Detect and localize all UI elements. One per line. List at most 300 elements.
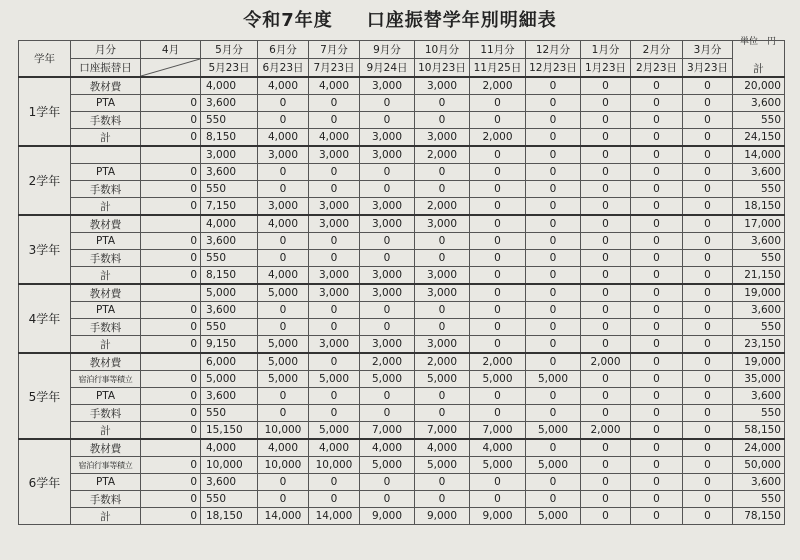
- amount-cell: 0: [526, 164, 581, 181]
- month-label-header: 月分: [71, 41, 141, 59]
- item-cell: PTA: [71, 302, 141, 319]
- amount-cell: 3,600: [201, 388, 258, 405]
- amount-cell: 0: [141, 302, 201, 319]
- date-header: 1月23日: [581, 59, 631, 78]
- amount-cell: 0: [683, 439, 733, 457]
- amount-cell: 0: [141, 474, 201, 491]
- amount-cell: 5,000: [258, 284, 309, 302]
- amount-cell: 0: [631, 302, 683, 319]
- amount-cell: 0: [683, 319, 733, 336]
- amount-cell: 5,000: [201, 284, 258, 302]
- amount-cell: 0: [141, 491, 201, 508]
- amount-cell: 0: [258, 319, 309, 336]
- amount-cell: 0: [470, 250, 526, 267]
- amount-cell: 0: [581, 457, 631, 474]
- item-cell: PTA: [71, 95, 141, 112]
- amount-cell: 4,000: [258, 267, 309, 285]
- amount-cell: 0: [631, 457, 683, 474]
- amount-cell: 0: [470, 388, 526, 405]
- amount-cell: 3,600: [201, 233, 258, 250]
- amount-cell: 0: [141, 422, 201, 440]
- amount-cell: 3,000: [360, 129, 415, 147]
- table-row: [19, 250, 785, 267]
- amount-cell: 0: [581, 129, 631, 147]
- amount-cell: 3,000: [258, 198, 309, 216]
- table-row: [19, 77, 785, 95]
- row-total-cell: 3,600: [733, 388, 785, 405]
- table-row: [19, 319, 785, 336]
- amount-cell: 0: [683, 112, 733, 129]
- amount-cell: 7,000: [470, 422, 526, 440]
- amount-cell: 9,150: [201, 336, 258, 354]
- amount-cell: 10,000: [201, 457, 258, 474]
- amount-cell: 0: [258, 233, 309, 250]
- amount-cell: 0: [581, 233, 631, 250]
- amount-cell: 0: [631, 388, 683, 405]
- table-row: [19, 181, 785, 198]
- amount-cell: 4,000: [415, 439, 470, 457]
- amount-cell: 0: [360, 95, 415, 112]
- date-header: 5月23日: [201, 59, 258, 78]
- amount-cell: 3,000: [309, 198, 360, 216]
- title-main: 口座振替学年別明細表: [366, 10, 557, 31]
- row-total-cell: 14,000: [733, 146, 785, 164]
- table-row: [19, 388, 785, 405]
- amount-cell: 0: [526, 233, 581, 250]
- amount-cell: 0: [470, 284, 526, 302]
- amount-cell: 0: [470, 474, 526, 491]
- grade-cell: 4学年: [19, 284, 71, 353]
- table-row: [19, 439, 785, 457]
- item-cell: [71, 146, 141, 164]
- amount-cell: 3,000: [415, 215, 470, 233]
- amount-cell: 0: [631, 319, 683, 336]
- amount-cell: 0: [631, 439, 683, 457]
- amount-cell: 0: [683, 77, 733, 95]
- amount-cell: 0: [309, 388, 360, 405]
- amount-cell: 2,000: [470, 129, 526, 147]
- amount-cell: 0: [258, 95, 309, 112]
- amount-cell: 3,600: [201, 95, 258, 112]
- date-header: 3月23日: [683, 59, 733, 78]
- amount-cell: 0: [470, 112, 526, 129]
- amount-cell: 9,000: [470, 508, 526, 525]
- month-header: 3月分: [683, 41, 733, 59]
- amount-cell: 0: [470, 164, 526, 181]
- amount-cell: 2,000: [415, 198, 470, 216]
- date-header: 11月25日: [470, 59, 526, 78]
- amount-cell: 3,000: [360, 215, 415, 233]
- diagonal-slash-icon: [141, 59, 200, 76]
- row-total-cell: 550: [733, 319, 785, 336]
- grade-cell: 1学年: [19, 77, 71, 146]
- amount-cell: 4,000: [470, 439, 526, 457]
- amount-cell: 0: [683, 215, 733, 233]
- amount-cell: 3,000: [415, 284, 470, 302]
- amount-cell: 0: [141, 112, 201, 129]
- row-total-cell: 24,150: [733, 129, 785, 147]
- amount-cell: 0: [526, 336, 581, 354]
- amount-cell: 0: [470, 491, 526, 508]
- amount-cell: 3,000: [309, 336, 360, 354]
- amount-cell: 4,000: [201, 215, 258, 233]
- amount-cell: 3,000: [415, 77, 470, 95]
- amount-cell: 0: [581, 267, 631, 285]
- amount-cell: 0: [141, 198, 201, 216]
- amount-cell: 0: [309, 95, 360, 112]
- amount-cell: 0: [526, 319, 581, 336]
- amount-cell: 0: [683, 129, 733, 147]
- date-header: 10月23日: [415, 59, 470, 78]
- amount-cell: 0: [360, 302, 415, 319]
- amount-cell: 0: [309, 112, 360, 129]
- amount-cell: 2,000: [470, 77, 526, 95]
- amount-cell: 0: [631, 129, 683, 147]
- amount-cell: 0: [526, 302, 581, 319]
- amount-cell: 0: [631, 508, 683, 525]
- amount-cell: 0: [683, 198, 733, 216]
- amount-cell: 3,000: [201, 146, 258, 164]
- date-header: 9月24日: [360, 59, 415, 78]
- amount-cell: 0: [526, 112, 581, 129]
- amount-cell: 0: [683, 353, 733, 371]
- amount-cell: 0: [415, 302, 470, 319]
- amount-cell: 2,000: [415, 146, 470, 164]
- item-cell: 手数料: [71, 319, 141, 336]
- amount-cell: 0: [415, 491, 470, 508]
- amount-cell: 0: [631, 112, 683, 129]
- amount-cell: 0: [470, 95, 526, 112]
- amount-cell: 5,000: [526, 371, 581, 388]
- amount-cell: 0: [360, 388, 415, 405]
- amount-cell: 3,000: [360, 284, 415, 302]
- amount-cell: 0: [581, 181, 631, 198]
- amount-cell: 8,150: [201, 129, 258, 147]
- amount-cell: [141, 146, 201, 164]
- amount-cell: 0: [258, 164, 309, 181]
- amount-cell: 550: [201, 112, 258, 129]
- amount-cell: 3,000: [360, 198, 415, 216]
- amount-cell: 0: [360, 491, 415, 508]
- amount-cell: 0: [526, 267, 581, 285]
- amount-cell: 5,000: [360, 457, 415, 474]
- table-row: [19, 302, 785, 319]
- amount-cell: 0: [581, 198, 631, 216]
- amount-cell: 0: [258, 250, 309, 267]
- table-row: [19, 233, 785, 250]
- month-header: 10月分: [415, 41, 470, 59]
- amount-cell: 0: [581, 77, 631, 95]
- item-cell: 手数料: [71, 181, 141, 198]
- amount-cell: 0: [683, 233, 733, 250]
- table-row: [19, 164, 785, 181]
- row-total-cell: 3,600: [733, 302, 785, 319]
- row-total-cell: 19,000: [733, 284, 785, 302]
- month-header: 1月分: [581, 41, 631, 59]
- amount-cell: 10,000: [258, 457, 309, 474]
- amount-cell: 4,000: [309, 77, 360, 95]
- row-total-cell: 23,150: [733, 336, 785, 354]
- amount-cell: 0: [141, 508, 201, 525]
- date-label-header: 口座振替日: [71, 59, 141, 78]
- amount-cell: 0: [141, 319, 201, 336]
- amount-cell: 0: [470, 319, 526, 336]
- amount-cell: 0: [631, 181, 683, 198]
- amount-cell: 0: [683, 371, 733, 388]
- amount-cell: 4,000: [258, 77, 309, 95]
- amount-cell: 0: [470, 405, 526, 422]
- row-total-cell: 550: [733, 250, 785, 267]
- amount-cell: 0: [309, 302, 360, 319]
- total-header: 計: [733, 41, 785, 78]
- amount-cell: 0: [309, 491, 360, 508]
- amount-cell: 5,000: [470, 457, 526, 474]
- amount-cell: 5,000: [309, 371, 360, 388]
- amount-cell: 0: [631, 491, 683, 508]
- amount-cell: 0: [309, 353, 360, 371]
- amount-cell: 0: [683, 146, 733, 164]
- amount-cell: 0: [470, 267, 526, 285]
- amount-cell: 0: [526, 491, 581, 508]
- amount-cell: 4,000: [258, 215, 309, 233]
- amount-cell: 0: [141, 181, 201, 198]
- grade-cell: 6学年: [19, 439, 71, 525]
- table-row: [19, 353, 785, 371]
- amount-cell: 0: [526, 146, 581, 164]
- amount-cell: 0: [683, 422, 733, 440]
- amount-cell: 0: [141, 371, 201, 388]
- item-cell: PTA: [71, 233, 141, 250]
- table-body: [19, 77, 785, 525]
- amount-cell: 0: [581, 164, 631, 181]
- amount-cell: 0: [683, 302, 733, 319]
- amount-cell: 0: [360, 250, 415, 267]
- amount-cell: 0: [683, 474, 733, 491]
- item-cell: 計: [71, 198, 141, 216]
- amount-cell: 0: [258, 405, 309, 422]
- amount-cell: 0: [470, 198, 526, 216]
- row-total-cell: 3,600: [733, 233, 785, 250]
- amount-cell: 0: [581, 439, 631, 457]
- page-title: [0, 6, 800, 32]
- payment-ledger-table: [18, 40, 785, 525]
- amount-cell: 0: [526, 198, 581, 216]
- amount-cell: 0: [258, 302, 309, 319]
- month-header: 2月分: [631, 41, 683, 59]
- table-row: [19, 95, 785, 112]
- amount-cell: 3,000: [415, 129, 470, 147]
- amount-cell: 0: [581, 405, 631, 422]
- amount-cell: 0: [360, 405, 415, 422]
- amount-cell: 3,000: [415, 267, 470, 285]
- row-total-cell: 550: [733, 491, 785, 508]
- amount-cell: 5,000: [258, 353, 309, 371]
- date-header: [141, 59, 201, 78]
- amount-cell: 0: [309, 164, 360, 181]
- amount-cell: 0: [141, 388, 201, 405]
- amount-cell: 0: [631, 198, 683, 216]
- amount-cell: 0: [581, 215, 631, 233]
- table-row: [19, 198, 785, 216]
- amount-cell: 0: [581, 388, 631, 405]
- amount-cell: 0: [415, 95, 470, 112]
- amount-cell: 7,150: [201, 198, 258, 216]
- amount-cell: 5,000: [360, 371, 415, 388]
- month-header: 5月分: [201, 41, 258, 59]
- amount-cell: 550: [201, 250, 258, 267]
- item-cell: 教材費: [71, 77, 141, 95]
- amount-cell: 5,000: [309, 422, 360, 440]
- table-row: [19, 336, 785, 354]
- amount-cell: 0: [415, 405, 470, 422]
- amount-cell: [141, 284, 201, 302]
- amount-cell: 0: [526, 181, 581, 198]
- row-total-cell: 21,150: [733, 267, 785, 285]
- item-cell: PTA: [71, 388, 141, 405]
- month-header: 4月: [141, 41, 201, 59]
- row-total-cell: 550: [733, 405, 785, 422]
- amount-cell: 3,000: [360, 336, 415, 354]
- table-row: [19, 215, 785, 233]
- amount-cell: 2,000: [415, 353, 470, 371]
- amount-cell: [141, 353, 201, 371]
- table-row: [19, 422, 785, 440]
- amount-cell: 0: [141, 129, 201, 147]
- amount-cell: 0: [631, 284, 683, 302]
- amount-cell: 0: [470, 181, 526, 198]
- date-header: 12月23日: [526, 59, 581, 78]
- amount-cell: 0: [258, 388, 309, 405]
- amount-cell: 0: [581, 302, 631, 319]
- amount-cell: 14,000: [309, 508, 360, 525]
- amount-cell: 3,600: [201, 302, 258, 319]
- amount-cell: 0: [360, 319, 415, 336]
- amount-cell: 0: [309, 319, 360, 336]
- amount-cell: 14,000: [258, 508, 309, 525]
- amount-cell: 0: [309, 181, 360, 198]
- amount-cell: 0: [631, 233, 683, 250]
- amount-cell: 0: [683, 284, 733, 302]
- amount-cell: 0: [581, 95, 631, 112]
- amount-cell: 0: [309, 474, 360, 491]
- amount-cell: 0: [581, 491, 631, 508]
- amount-cell: 0: [415, 319, 470, 336]
- amount-cell: 15,150: [201, 422, 258, 440]
- title-era: 令和7年度: [243, 10, 333, 31]
- row-total-cell: 18,150: [733, 198, 785, 216]
- amount-cell: 0: [470, 302, 526, 319]
- amount-cell: 9,000: [415, 508, 470, 525]
- table-row: [19, 457, 785, 474]
- table-row: [19, 491, 785, 508]
- grade-cell: 5学年: [19, 353, 71, 439]
- amount-cell: 5,000: [415, 457, 470, 474]
- amount-cell: 0: [683, 267, 733, 285]
- amount-cell: 2,000: [581, 353, 631, 371]
- amount-cell: 0: [415, 164, 470, 181]
- unit-label: 単位 円: [739, 37, 776, 47]
- amount-cell: 0: [526, 284, 581, 302]
- amount-cell: 3,000: [360, 146, 415, 164]
- item-cell: 計: [71, 336, 141, 354]
- amount-cell: 5,000: [201, 371, 258, 388]
- amount-cell: 0: [526, 250, 581, 267]
- amount-cell: 0: [631, 353, 683, 371]
- amount-cell: 0: [683, 405, 733, 422]
- item-cell: 計: [71, 267, 141, 285]
- table-row: [19, 146, 785, 164]
- item-cell: PTA: [71, 474, 141, 491]
- amount-cell: 0: [581, 336, 631, 354]
- item-cell: 手数料: [71, 250, 141, 267]
- amount-cell: 0: [581, 371, 631, 388]
- amount-cell: 0: [631, 146, 683, 164]
- amount-cell: 0: [526, 405, 581, 422]
- amount-cell: 0: [470, 215, 526, 233]
- amount-cell: 3,000: [360, 267, 415, 285]
- amount-cell: 0: [415, 474, 470, 491]
- item-cell: 宿泊行事等積立: [71, 371, 141, 388]
- month-header: 7月分: [309, 41, 360, 59]
- amount-cell: 550: [201, 491, 258, 508]
- amount-cell: 550: [201, 405, 258, 422]
- amount-cell: 0: [631, 422, 683, 440]
- amount-cell: 5,000: [470, 371, 526, 388]
- amount-cell: 0: [526, 129, 581, 147]
- date-header: 2月23日: [631, 59, 683, 78]
- amount-cell: 4,000: [309, 439, 360, 457]
- amount-cell: 0: [309, 233, 360, 250]
- row-total-cell: 3,600: [733, 95, 785, 112]
- amount-cell: 0: [470, 146, 526, 164]
- amount-cell: 0: [683, 250, 733, 267]
- row-total-cell: 78,150: [733, 508, 785, 525]
- amount-cell: 0: [360, 164, 415, 181]
- amount-cell: 0: [141, 336, 201, 354]
- amount-cell: 10,000: [309, 457, 360, 474]
- amount-cell: 0: [683, 388, 733, 405]
- amount-cell: 5,000: [258, 336, 309, 354]
- month-header: 12月分: [526, 41, 581, 59]
- amount-cell: 0: [526, 474, 581, 491]
- amount-cell: 4,000: [201, 439, 258, 457]
- amount-cell: 0: [683, 95, 733, 112]
- amount-cell: 7,000: [360, 422, 415, 440]
- amount-cell: 0: [415, 388, 470, 405]
- table-row: [19, 129, 785, 147]
- amount-cell: 0: [631, 474, 683, 491]
- amount-cell: 3,000: [309, 267, 360, 285]
- amount-cell: 0: [683, 181, 733, 198]
- amount-cell: 0: [631, 215, 683, 233]
- amount-cell: 0: [360, 112, 415, 129]
- amount-cell: 8,150: [201, 267, 258, 285]
- amount-cell: 0: [141, 164, 201, 181]
- row-total-cell: 3,600: [733, 164, 785, 181]
- amount-cell: 0: [470, 336, 526, 354]
- amount-cell: 5,000: [258, 371, 309, 388]
- item-cell: 宿泊行事等積立: [71, 457, 141, 474]
- table-row: [19, 474, 785, 491]
- item-cell: 教材費: [71, 439, 141, 457]
- item-cell: 計: [71, 508, 141, 525]
- amount-cell: 0: [526, 388, 581, 405]
- amount-cell: 4,000: [360, 439, 415, 457]
- amount-cell: 3,000: [360, 77, 415, 95]
- row-total-cell: 3,600: [733, 474, 785, 491]
- amount-cell: 0: [360, 181, 415, 198]
- amount-cell: 0: [470, 233, 526, 250]
